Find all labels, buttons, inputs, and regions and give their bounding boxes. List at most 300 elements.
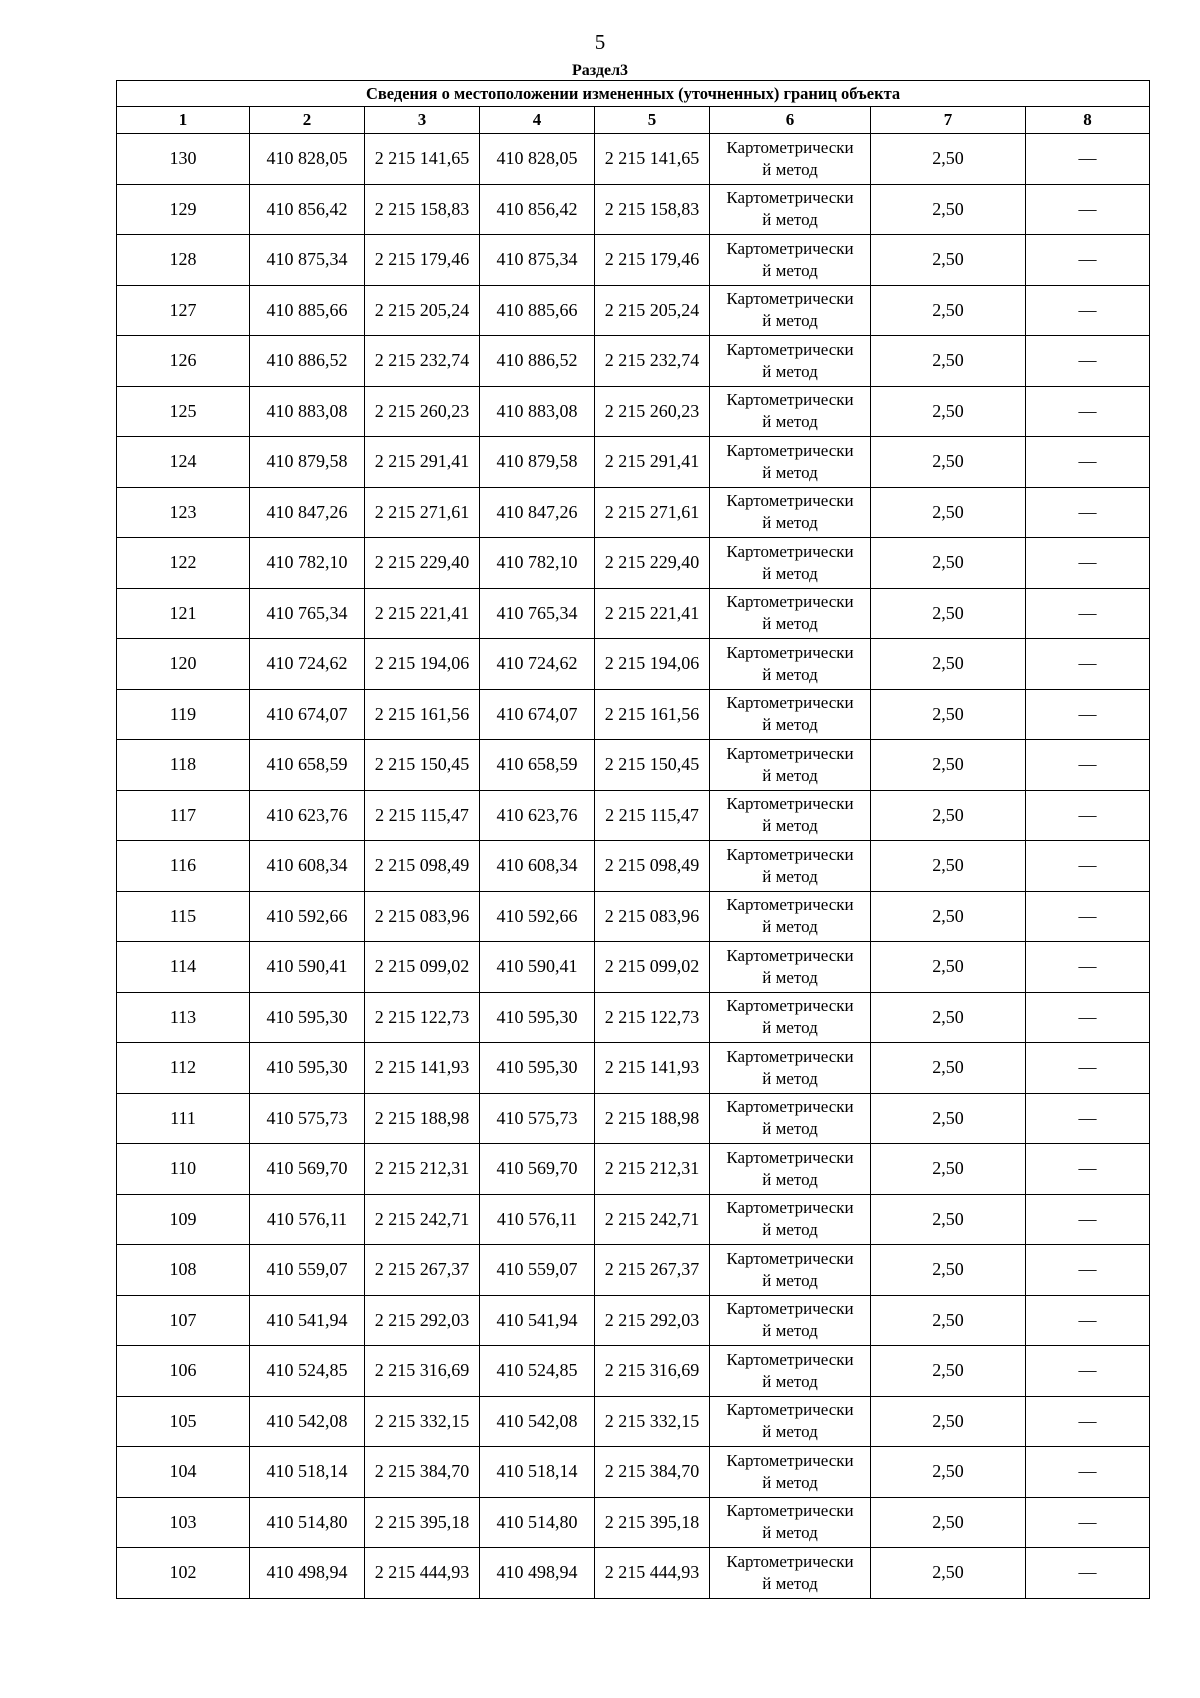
x-coordinate-existing: 410 569,70 xyxy=(250,1144,365,1195)
y-coordinate-new: 2 215 232,74 xyxy=(595,336,710,387)
x-coordinate-existing: 410 518,14 xyxy=(250,1447,365,1498)
description-value: — xyxy=(1026,184,1150,235)
y-coordinate-new: 2 215 179,46 xyxy=(595,235,710,286)
accuracy-value: 2,50 xyxy=(871,184,1026,235)
x-coordinate-new: 410 847,26 xyxy=(480,487,595,538)
table-row xyxy=(117,134,1150,185)
table-row xyxy=(117,538,1150,589)
method-line: й метод xyxy=(762,1068,818,1088)
determination-method xyxy=(710,790,871,841)
y-coordinate-new: 2 215 292,03 xyxy=(595,1295,710,1346)
determination-method xyxy=(710,235,871,286)
description-value: — xyxy=(1026,487,1150,538)
x-coordinate-new: 410 886,52 xyxy=(480,336,595,387)
table-row xyxy=(117,1245,1150,1296)
y-coordinate-existing: 2 215 260,23 xyxy=(365,386,480,437)
y-coordinate-new: 2 215 141,93 xyxy=(595,1043,710,1094)
y-coordinate-new: 2 215 271,61 xyxy=(595,487,710,538)
description-value: — xyxy=(1026,1497,1150,1548)
y-coordinate-existing: 2 215 332,15 xyxy=(365,1396,480,1447)
table-row xyxy=(117,790,1150,841)
determination-method xyxy=(710,891,871,942)
y-coordinate-existing: 2 215 221,41 xyxy=(365,588,480,639)
accuracy-value: 2,50 xyxy=(871,1497,1026,1548)
method-line: й метод xyxy=(762,210,818,230)
accuracy-value: 2,50 xyxy=(871,386,1026,437)
point-number: 110 xyxy=(117,1144,250,1195)
method-line: й метод xyxy=(762,1573,818,1593)
accuracy-value: 2,50 xyxy=(871,437,1026,488)
method-line: й метод xyxy=(762,614,818,634)
description-value: — xyxy=(1026,588,1150,639)
table-row xyxy=(117,1144,1150,1195)
table-row xyxy=(117,689,1150,740)
method-line: й метод xyxy=(762,462,818,482)
determination-method xyxy=(710,841,871,892)
accuracy-value: 2,50 xyxy=(871,285,1026,336)
x-coordinate-existing: 410 875,34 xyxy=(250,235,365,286)
table-caption-row xyxy=(117,81,1150,107)
table-row xyxy=(117,1396,1150,1447)
method-line: Картометрически xyxy=(726,238,854,258)
description-value: — xyxy=(1026,1194,1150,1245)
method-line: Картометрически xyxy=(726,188,854,208)
y-coordinate-existing: 2 215 179,46 xyxy=(365,235,480,286)
y-coordinate-existing: 2 215 083,96 xyxy=(365,891,480,942)
table-row xyxy=(117,1346,1150,1397)
point-number: 115 xyxy=(117,891,250,942)
x-coordinate-existing: 410 847,26 xyxy=(250,487,365,538)
determination-method xyxy=(710,588,871,639)
table-row xyxy=(117,942,1150,993)
y-coordinate-existing: 2 215 161,56 xyxy=(365,689,480,740)
determination-method xyxy=(710,487,871,538)
table-header-row xyxy=(117,107,1150,134)
method-line: й метод xyxy=(762,412,818,432)
accuracy-value: 2,50 xyxy=(871,1093,1026,1144)
method-line: й метод xyxy=(762,1321,818,1341)
y-coordinate-new: 2 215 242,71 xyxy=(595,1194,710,1245)
method-line: Картометрически xyxy=(726,1349,854,1369)
method-line: Картометрически xyxy=(726,541,854,561)
method-line: Картометрически xyxy=(726,1400,854,1420)
method-line: й метод xyxy=(762,664,818,684)
method-line: Картометрически xyxy=(726,592,854,612)
x-coordinate-new: 410 498,94 xyxy=(480,1548,595,1599)
y-coordinate-new: 2 215 194,06 xyxy=(595,639,710,690)
method-line: Картометрически xyxy=(726,996,854,1016)
method-line: й метод xyxy=(762,715,818,735)
y-coordinate-new: 2 215 316,69 xyxy=(595,1346,710,1397)
table-row xyxy=(117,386,1150,437)
y-coordinate-new: 2 215 205,24 xyxy=(595,285,710,336)
determination-method xyxy=(710,992,871,1043)
method-line: Картометрически xyxy=(726,1198,854,1218)
x-coordinate-existing: 410 575,73 xyxy=(250,1093,365,1144)
x-coordinate-existing: 410 592,66 xyxy=(250,891,365,942)
method-line: й метод xyxy=(762,513,818,533)
point-number: 104 xyxy=(117,1447,250,1498)
description-value: — xyxy=(1026,639,1150,690)
y-coordinate-new: 2 215 122,73 xyxy=(595,992,710,1043)
accuracy-value: 2,50 xyxy=(871,1396,1026,1447)
method-line: Картометрически xyxy=(726,794,854,814)
accuracy-value: 2,50 xyxy=(871,1346,1026,1397)
x-coordinate-existing: 410 595,30 xyxy=(250,992,365,1043)
y-coordinate-new: 2 215 221,41 xyxy=(595,588,710,639)
description-value: — xyxy=(1026,1295,1150,1346)
x-coordinate-new: 410 782,10 xyxy=(480,538,595,589)
point-number: 118 xyxy=(117,740,250,791)
method-line: й метод xyxy=(762,967,818,987)
y-coordinate-existing: 2 215 141,93 xyxy=(365,1043,480,1094)
method-line: Картометрически xyxy=(726,440,854,460)
method-line: й метод xyxy=(762,866,818,886)
accuracy-value: 2,50 xyxy=(871,790,1026,841)
method-line: Картометрически xyxy=(726,1248,854,1268)
y-coordinate-existing: 2 215 384,70 xyxy=(365,1447,480,1498)
determination-method xyxy=(710,1093,871,1144)
y-coordinate-existing: 2 215 229,40 xyxy=(365,538,480,589)
x-coordinate-new: 410 828,05 xyxy=(480,134,595,185)
column-header: 7 xyxy=(871,107,1026,134)
accuracy-value: 2,50 xyxy=(871,740,1026,791)
table-row xyxy=(117,588,1150,639)
description-value: — xyxy=(1026,235,1150,286)
description-value: — xyxy=(1026,1093,1150,1144)
description-value: — xyxy=(1026,1245,1150,1296)
description-value: — xyxy=(1026,437,1150,488)
point-number: 102 xyxy=(117,1548,250,1599)
method-line: Картометрически xyxy=(726,1299,854,1319)
y-coordinate-new: 2 215 099,02 xyxy=(595,942,710,993)
method-line: Картометрически xyxy=(726,137,854,157)
description-value: — xyxy=(1026,790,1150,841)
x-coordinate-new: 410 542,08 xyxy=(480,1396,595,1447)
point-number: 127 xyxy=(117,285,250,336)
x-coordinate-new: 410 674,07 xyxy=(480,689,595,740)
method-line: й метод xyxy=(762,563,818,583)
method-line: Картометрически xyxy=(726,339,854,359)
determination-method xyxy=(710,386,871,437)
y-coordinate-existing: 2 215 291,41 xyxy=(365,437,480,488)
description-value: — xyxy=(1026,841,1150,892)
column-header: 2 xyxy=(250,107,365,134)
accuracy-value: 2,50 xyxy=(871,639,1026,690)
method-line: й метод xyxy=(762,1119,818,1139)
description-value: — xyxy=(1026,1043,1150,1094)
accuracy-value: 2,50 xyxy=(871,891,1026,942)
x-coordinate-existing: 410 541,94 xyxy=(250,1295,365,1346)
x-coordinate-new: 410 724,62 xyxy=(480,639,595,690)
description-value: — xyxy=(1026,1447,1150,1498)
accuracy-value: 2,50 xyxy=(871,134,1026,185)
point-number: 109 xyxy=(117,1194,250,1245)
x-coordinate-new: 410 885,66 xyxy=(480,285,595,336)
point-number: 130 xyxy=(117,134,250,185)
table-row xyxy=(117,1194,1150,1245)
method-line: й метод xyxy=(762,1018,818,1038)
column-header: 5 xyxy=(595,107,710,134)
section-title: Раздел3 xyxy=(571,62,629,79)
y-coordinate-new: 2 215 115,47 xyxy=(595,790,710,841)
description-value: — xyxy=(1026,285,1150,336)
table-row xyxy=(117,437,1150,488)
description-value: — xyxy=(1026,1144,1150,1195)
table-row xyxy=(117,992,1150,1043)
accuracy-value: 2,50 xyxy=(871,942,1026,993)
description-value: — xyxy=(1026,992,1150,1043)
point-number: 125 xyxy=(117,386,250,437)
method-line: й метод xyxy=(762,159,818,179)
point-number: 126 xyxy=(117,336,250,387)
x-coordinate-existing: 410 765,34 xyxy=(250,588,365,639)
table-row xyxy=(117,336,1150,387)
method-line: Картометрически xyxy=(726,895,854,915)
y-coordinate-existing: 2 215 188,98 xyxy=(365,1093,480,1144)
x-coordinate-new: 410 575,73 xyxy=(480,1093,595,1144)
column-header: 6 xyxy=(710,107,871,134)
y-coordinate-new: 2 215 098,49 xyxy=(595,841,710,892)
x-coordinate-new: 410 765,34 xyxy=(480,588,595,639)
table-row xyxy=(117,1093,1150,1144)
description-value: — xyxy=(1026,689,1150,740)
accuracy-value: 2,50 xyxy=(871,1144,1026,1195)
description-value: — xyxy=(1026,1396,1150,1447)
x-coordinate-existing: 410 542,08 xyxy=(250,1396,365,1447)
determination-method xyxy=(710,1043,871,1094)
method-line: Картометрически xyxy=(726,1501,854,1521)
y-coordinate-new: 2 215 150,45 xyxy=(595,740,710,791)
description-value: — xyxy=(1026,942,1150,993)
page-number: 5 xyxy=(594,30,606,54)
x-coordinate-new: 410 875,34 xyxy=(480,235,595,286)
column-header: 3 xyxy=(365,107,480,134)
point-number: 124 xyxy=(117,437,250,488)
point-number: 111 xyxy=(117,1093,250,1144)
determination-method xyxy=(710,639,871,690)
method-line: й метод xyxy=(762,311,818,331)
x-coordinate-new: 410 514,80 xyxy=(480,1497,595,1548)
x-coordinate-existing: 410 559,07 xyxy=(250,1245,365,1296)
x-coordinate-new: 410 590,41 xyxy=(480,942,595,993)
accuracy-value: 2,50 xyxy=(871,841,1026,892)
method-line: й метод xyxy=(762,1523,818,1543)
determination-method xyxy=(710,1447,871,1498)
y-coordinate-new: 2 215 384,70 xyxy=(595,1447,710,1498)
method-line: Картометрически xyxy=(726,743,854,763)
method-line: й метод xyxy=(762,260,818,280)
x-coordinate-existing: 410 885,66 xyxy=(250,285,365,336)
method-line: Картометрически xyxy=(726,844,854,864)
y-coordinate-existing: 2 215 292,03 xyxy=(365,1295,480,1346)
x-coordinate-new: 410 541,94 xyxy=(480,1295,595,1346)
determination-method xyxy=(710,942,871,993)
determination-method xyxy=(710,184,871,235)
accuracy-value: 2,50 xyxy=(871,689,1026,740)
description-value: — xyxy=(1026,336,1150,387)
point-number: 112 xyxy=(117,1043,250,1094)
y-coordinate-new: 2 215 188,98 xyxy=(595,1093,710,1144)
point-number: 117 xyxy=(117,790,250,841)
x-coordinate-new: 410 595,30 xyxy=(480,992,595,1043)
x-coordinate-new: 410 883,08 xyxy=(480,386,595,437)
accuracy-value: 2,50 xyxy=(871,336,1026,387)
y-coordinate-existing: 2 215 205,24 xyxy=(365,285,480,336)
table-body xyxy=(117,134,1150,1599)
determination-method xyxy=(710,1144,871,1195)
y-coordinate-new: 2 215 083,96 xyxy=(595,891,710,942)
x-coordinate-existing: 410 883,08 xyxy=(250,386,365,437)
y-coordinate-new: 2 215 161,56 xyxy=(595,689,710,740)
x-coordinate-existing: 410 498,94 xyxy=(250,1548,365,1599)
table-row xyxy=(117,639,1150,690)
method-line: Картометрически xyxy=(726,693,854,713)
method-line: й метод xyxy=(762,1422,818,1442)
x-coordinate-new: 410 559,07 xyxy=(480,1245,595,1296)
y-coordinate-existing: 2 215 115,47 xyxy=(365,790,480,841)
y-coordinate-existing: 2 215 099,02 xyxy=(365,942,480,993)
method-line: Картометрически xyxy=(726,1147,854,1167)
x-coordinate-existing: 410 590,41 xyxy=(250,942,365,993)
point-number: 114 xyxy=(117,942,250,993)
x-coordinate-existing: 410 828,05 xyxy=(250,134,365,185)
x-coordinate-existing: 410 658,59 xyxy=(250,740,365,791)
x-coordinate-existing: 410 524,85 xyxy=(250,1346,365,1397)
y-coordinate-existing: 2 215 232,74 xyxy=(365,336,480,387)
x-coordinate-existing: 410 623,76 xyxy=(250,790,365,841)
table-row xyxy=(117,1295,1150,1346)
boundary-coordinates-table xyxy=(116,80,1150,1599)
determination-method xyxy=(710,134,871,185)
method-line: й метод xyxy=(762,917,818,937)
determination-method xyxy=(710,285,871,336)
method-line: Картометрически xyxy=(726,642,854,662)
method-line: Картометрически xyxy=(726,945,854,965)
x-coordinate-existing: 410 595,30 xyxy=(250,1043,365,1094)
y-coordinate-existing: 2 215 150,45 xyxy=(365,740,480,791)
y-coordinate-existing: 2 215 395,18 xyxy=(365,1497,480,1548)
x-coordinate-new: 410 879,58 xyxy=(480,437,595,488)
y-coordinate-existing: 2 215 267,37 xyxy=(365,1245,480,1296)
x-coordinate-existing: 410 879,58 xyxy=(250,437,365,488)
determination-method xyxy=(710,1194,871,1245)
method-line: Картометрически xyxy=(726,1450,854,1470)
y-coordinate-new: 2 215 141,65 xyxy=(595,134,710,185)
description-value: — xyxy=(1026,891,1150,942)
determination-method xyxy=(710,437,871,488)
determination-method xyxy=(710,1497,871,1548)
point-number: 105 xyxy=(117,1396,250,1447)
x-coordinate-new: 410 524,85 xyxy=(480,1346,595,1397)
method-line: й метод xyxy=(762,1472,818,1492)
y-coordinate-new: 2 215 212,31 xyxy=(595,1144,710,1195)
point-number: 121 xyxy=(117,588,250,639)
point-number: 108 xyxy=(117,1245,250,1296)
method-line: Картометрически xyxy=(726,491,854,511)
table-row xyxy=(117,891,1150,942)
determination-method xyxy=(710,740,871,791)
table-row xyxy=(117,1447,1150,1498)
determination-method xyxy=(710,538,871,589)
determination-method xyxy=(710,1548,871,1599)
x-coordinate-existing: 410 782,10 xyxy=(250,538,365,589)
y-coordinate-new: 2 215 395,18 xyxy=(595,1497,710,1548)
accuracy-value: 2,50 xyxy=(871,1548,1026,1599)
point-number: 113 xyxy=(117,992,250,1043)
accuracy-value: 2,50 xyxy=(871,1043,1026,1094)
x-coordinate-existing: 410 724,62 xyxy=(250,639,365,690)
method-line: Картометрически xyxy=(726,1551,854,1571)
y-coordinate-new: 2 215 332,15 xyxy=(595,1396,710,1447)
determination-method xyxy=(710,1295,871,1346)
point-number: 103 xyxy=(117,1497,250,1548)
table-caption: Сведения о местоположении измененных (уточненных) границ объекта xyxy=(117,81,1150,107)
table-row xyxy=(117,487,1150,538)
accuracy-value: 2,50 xyxy=(871,588,1026,639)
y-coordinate-existing: 2 215 212,31 xyxy=(365,1144,480,1195)
y-coordinate-existing: 2 215 141,65 xyxy=(365,134,480,185)
column-header: 8 xyxy=(1026,107,1150,134)
accuracy-value: 2,50 xyxy=(871,1245,1026,1296)
method-line: Картометрически xyxy=(726,289,854,309)
determination-method xyxy=(710,1346,871,1397)
table-row xyxy=(117,285,1150,336)
method-line: й метод xyxy=(762,1169,818,1189)
point-number: 128 xyxy=(117,235,250,286)
method-line: Картометрически xyxy=(726,390,854,410)
y-coordinate-existing: 2 215 098,49 xyxy=(365,841,480,892)
y-coordinate-new: 2 215 260,23 xyxy=(595,386,710,437)
accuracy-value: 2,50 xyxy=(871,1295,1026,1346)
y-coordinate-existing: 2 215 316,69 xyxy=(365,1346,480,1397)
table-row xyxy=(117,841,1150,892)
determination-method xyxy=(710,689,871,740)
description-value: — xyxy=(1026,386,1150,437)
x-coordinate-new: 410 518,14 xyxy=(480,1447,595,1498)
y-coordinate-new: 2 215 291,41 xyxy=(595,437,710,488)
x-coordinate-new: 410 592,66 xyxy=(480,891,595,942)
x-coordinate-existing: 410 608,34 xyxy=(250,841,365,892)
y-coordinate-new: 2 215 158,83 xyxy=(595,184,710,235)
x-coordinate-existing: 410 514,80 xyxy=(250,1497,365,1548)
description-value: — xyxy=(1026,538,1150,589)
x-coordinate-new: 410 623,76 xyxy=(480,790,595,841)
description-value: — xyxy=(1026,1548,1150,1599)
y-coordinate-existing: 2 215 194,06 xyxy=(365,639,480,690)
accuracy-value: 2,50 xyxy=(871,538,1026,589)
x-coordinate-new: 410 856,42 xyxy=(480,184,595,235)
method-line: й метод xyxy=(762,816,818,836)
method-line: й метод xyxy=(762,1220,818,1240)
point-number: 119 xyxy=(117,689,250,740)
description-value: — xyxy=(1026,134,1150,185)
x-coordinate-existing: 410 856,42 xyxy=(250,184,365,235)
point-number: 129 xyxy=(117,184,250,235)
x-coordinate-existing: 410 886,52 xyxy=(250,336,365,387)
table-row xyxy=(117,1548,1150,1599)
accuracy-value: 2,50 xyxy=(871,1194,1026,1245)
description-value: — xyxy=(1026,1346,1150,1397)
x-coordinate-new: 410 576,11 xyxy=(480,1194,595,1245)
y-coordinate-existing: 2 215 444,93 xyxy=(365,1548,480,1599)
method-line: й метод xyxy=(762,765,818,785)
y-coordinate-existing: 2 215 271,61 xyxy=(365,487,480,538)
y-coordinate-new: 2 215 267,37 xyxy=(595,1245,710,1296)
accuracy-value: 2,50 xyxy=(871,1447,1026,1498)
determination-method xyxy=(710,1245,871,1296)
point-number: 107 xyxy=(117,1295,250,1346)
